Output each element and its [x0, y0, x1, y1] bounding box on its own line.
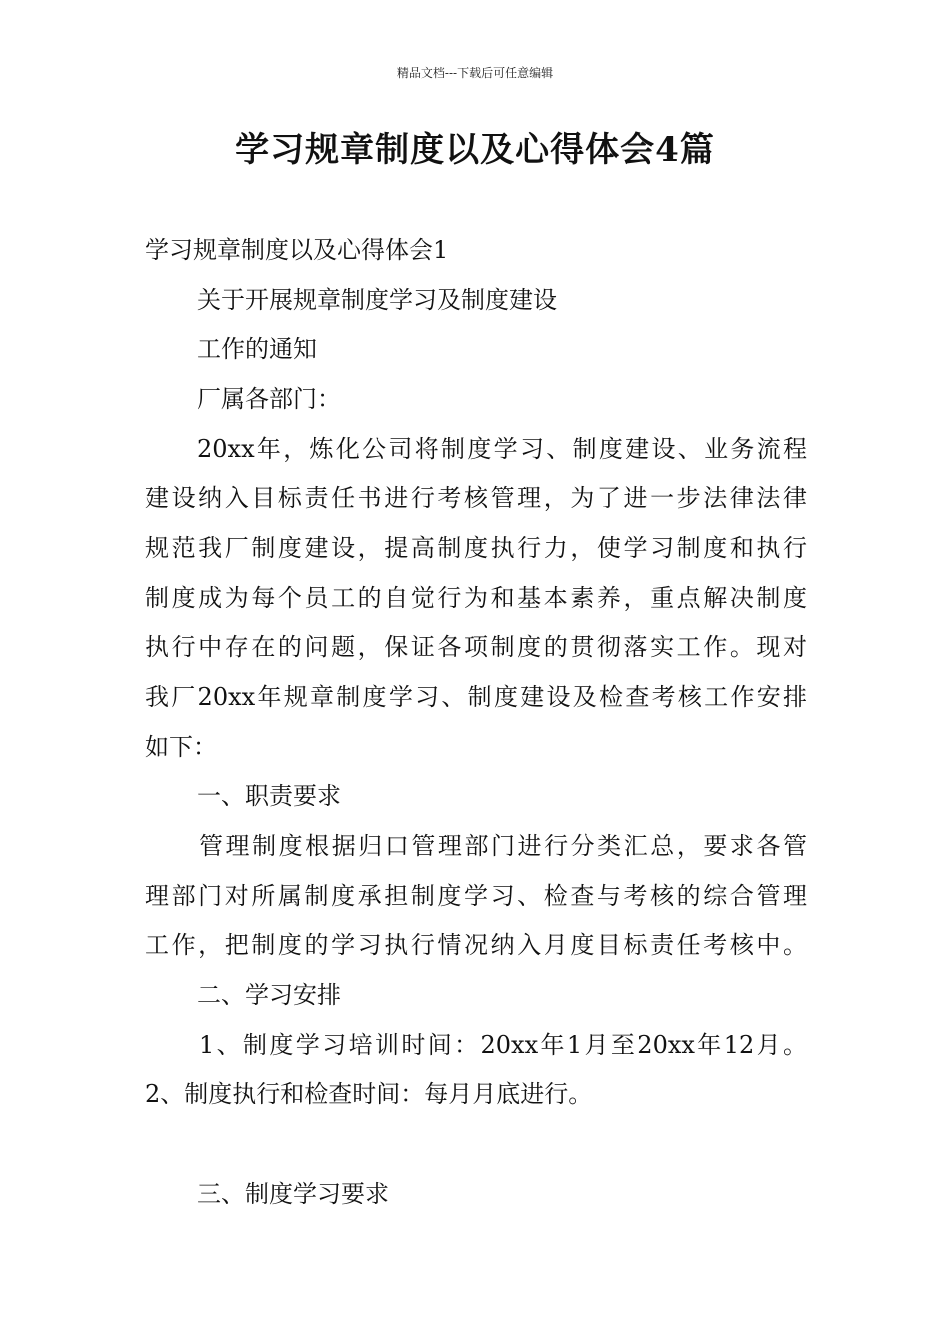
paragraph-line: 我厂20xx年规章制度学习、制度建设及检查考核工作安排	[145, 683, 807, 711]
document-title: 学习规章制度以及心得体会4篇	[235, 130, 715, 170]
section-heading: 一、职责要求	[197, 782, 341, 810]
paragraph-line: 规范我厂制度建设，提高制度执行力，使学习制度和执行	[145, 534, 807, 562]
paragraph-line: 20xx年，炼化公司将制度学习、制度建设、业务流程	[197, 435, 807, 463]
section-heading: 二、学习安排	[197, 981, 341, 1009]
section-heading: 学习规章制度以及心得体会1	[145, 236, 449, 264]
notice-title-line-2: 工作的通知	[197, 335, 317, 363]
notice-title-line-1: 关于开展规章制度学习及制度建设	[197, 286, 557, 314]
page-header-note: 精品文档---下载后可任意编辑	[396, 66, 554, 80]
salutation: 厂属各部门：	[197, 385, 341, 413]
paragraph-line: 建设纳入目标责任书进行考核管理，为了进一步法律法律	[145, 484, 807, 512]
paragraph-line: 如下：	[145, 733, 217, 761]
section-heading: 三、制度学习要求	[197, 1180, 389, 1208]
paragraph-line: 工作，把制度的学习执行情况纳入月度目标责任考核中。	[145, 931, 807, 959]
paragraph-line: 管理制度根据归口管理部门进行分类汇总，要求各管	[199, 832, 807, 860]
paragraph-line: 制度成为每个员工的自觉行为和基本素养，重点解决制度	[145, 584, 807, 612]
paragraph-line: 执行中存在的问题，保证各项制度的贯彻落实工作。现对	[145, 633, 807, 661]
paragraph-line: 理部门对所属制度承担制度学习、检查与考核的综合管理	[145, 882, 807, 910]
list-item: 1、制度学习培训时间：20xx年1月至20xx年12月。	[199, 1031, 807, 1059]
list-item: 2、制度执行和检查时间：每月月底进行。	[145, 1080, 593, 1108]
